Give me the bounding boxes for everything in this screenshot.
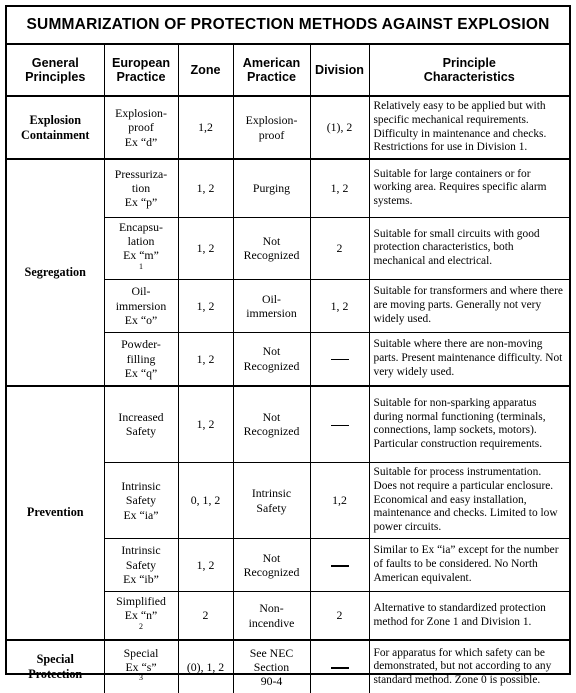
- american-practice-cell: Purging: [233, 159, 310, 217]
- not-applicable-dash: [331, 667, 349, 669]
- footnote-marker: 2: [139, 621, 143, 631]
- characteristics-cell: Suitable for non-sparking apparatus during normal functioning (terminals, connections, lamp sockets, motors). Particular construction requirements.: [369, 386, 569, 463]
- zone-cell: 1, 2: [178, 159, 233, 217]
- table-row: [7, 386, 569, 463]
- characteristics-cell: For apparatus for which safety can be demonstrated, but not according to any standard method. Zone 0 is possible.: [369, 640, 569, 693]
- american-practice-cell: See NEC Section 90-4: [233, 640, 310, 693]
- table-row: [7, 640, 569, 693]
- zone-cell: 1, 2: [178, 333, 233, 386]
- american-practice-cell: Intrinsic Safety: [233, 463, 310, 539]
- division-cell: [310, 539, 369, 592]
- european-practice-cell: Explosion- proof Ex “d”: [104, 96, 178, 159]
- zone-cell: 1, 2: [178, 217, 233, 280]
- american-practice-cell: Non- incendive: [233, 592, 310, 641]
- zone-cell: 1, 2: [178, 280, 233, 333]
- characteristics-cell: Relatively easy to be applied but with specific mechanical requirements. Difficulty in maintenance and checks. Restrictions for use in Division 1.: [369, 96, 569, 159]
- header-row: [7, 45, 569, 96]
- european-practice-cell: Increased Safety: [104, 386, 178, 463]
- table-row: [7, 159, 569, 217]
- division-cell: 2: [310, 217, 369, 280]
- division-cell: (1), 2: [310, 96, 369, 159]
- american-practice-cell: Not Recognized: [233, 539, 310, 592]
- characteristics-cell: Suitable where there are non-moving parts. Present maintenance difficulty. Not very widely used.: [369, 333, 569, 386]
- characteristics-cell: Suitable for transformers and where there are moving parts. Generally not very widely used.: [369, 280, 569, 333]
- characteristics-cell: Suitable for process instrumentation. Does not require a particular enclosure. Economical and easy installation, maintenance and checks. Limited to low power circuits.: [369, 463, 569, 539]
- european-practice-cell: Oil- immersion Ex “o”: [104, 280, 178, 333]
- header-european-practice: European Practice: [104, 45, 178, 96]
- zone-cell: 2: [178, 592, 233, 641]
- zone-cell: 1, 2: [178, 539, 233, 592]
- division-cell: [310, 640, 369, 693]
- header-division: Division: [310, 45, 369, 96]
- not-applicable-dash: [331, 565, 349, 567]
- european-practice-cell: Powder- filling Ex “q”: [104, 333, 178, 386]
- american-practice-cell: Explosion- proof: [233, 96, 310, 159]
- american-practice-cell: Not Recognized: [233, 386, 310, 463]
- characteristics-cell: Similar to Ex “ia” except for the number of faults to be considered. No North American equivalent.: [369, 539, 569, 592]
- group-special-protection: Special Protection: [7, 640, 104, 693]
- protection-methods-table: [7, 45, 569, 693]
- document-title: SUMMARIZATION OF PROTECTION METHODS AGAINST EXPLOSION: [7, 7, 569, 45]
- division-cell: [310, 333, 369, 386]
- characteristics-cell: Suitable for large containers or for working area. Requires specific alarm systems.: [369, 159, 569, 217]
- characteristics-cell: Suitable for small circuits with good protection characteristics, both mechanical and electrical.: [369, 217, 569, 280]
- division-cell: 1,2: [310, 463, 369, 539]
- american-practice-cell: Oil- immersion: [233, 280, 310, 333]
- not-applicable-dash: [331, 359, 349, 360]
- european-practice-cell: Intrinsic Safety Ex “ia”: [104, 463, 178, 539]
- division-cell: 1, 2: [310, 280, 369, 333]
- european-practice-cell: Pressuriza- tion Ex “p”: [104, 159, 178, 217]
- header-zone: Zone: [178, 45, 233, 96]
- group-segregation: Segregation: [7, 159, 104, 386]
- header-american-practice: American Practice: [233, 45, 310, 96]
- characteristics-cell: Alternative to standardized protection method for Zone 1 and Division 1.: [369, 592, 569, 641]
- group-prevention: Prevention: [7, 386, 104, 641]
- european-practice-cell: Intrinsic Safety Ex “ib”: [104, 539, 178, 592]
- document: [5, 5, 571, 689]
- division-cell: 1, 2: [310, 159, 369, 217]
- european-practice-cell: Encapsu- lation Ex “m” $^1$: [104, 217, 178, 280]
- not-applicable-dash: [331, 425, 349, 426]
- division-cell: [310, 386, 369, 463]
- zone-cell: 1,2: [178, 96, 233, 159]
- european-practice-cell: Special Ex “s” $^3$: [104, 640, 178, 693]
- division-cell: 2: [310, 592, 369, 641]
- table-row: [7, 96, 569, 159]
- group-explosion-containment: Explosion Containment: [7, 96, 104, 159]
- zone-cell: 0, 1, 2: [178, 463, 233, 539]
- header-principle-characteristics: Principle Characteristics: [369, 45, 569, 96]
- footnote-marker: 1: [139, 261, 143, 271]
- footnote-marker: 3: [139, 673, 143, 683]
- zone-cell: (0), 1, 2: [178, 640, 233, 693]
- header-general-principles: General Principles: [7, 45, 104, 96]
- zone-cell: 1, 2: [178, 386, 233, 463]
- european-practice-cell: Simplified Ex “n” $^2$: [104, 592, 178, 641]
- american-practice-cell: Not Recognized: [233, 333, 310, 386]
- american-practice-cell: Not Recognized: [233, 217, 310, 280]
